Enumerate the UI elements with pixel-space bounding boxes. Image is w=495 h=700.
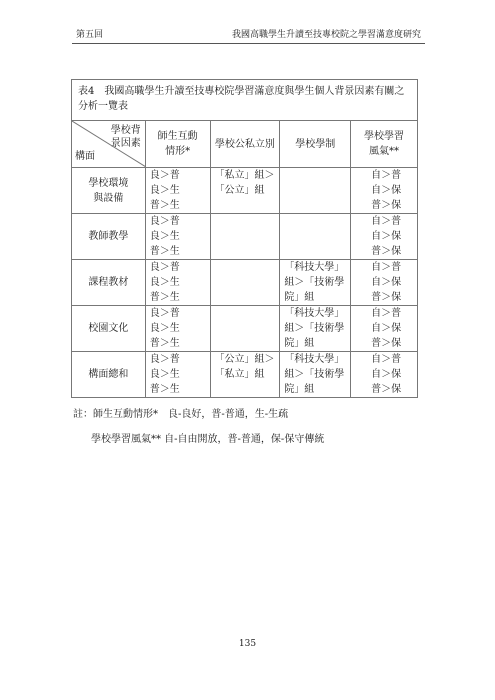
table-cell: 自＞普 自＞保 普＞保 [351,168,418,214]
table-cell: 良＞普 良＞生 普＞生 [145,214,210,260]
col-header-atmosphere: 學校學習 風氣** [351,121,418,168]
diagonal-header-cell [72,121,146,168]
table-cell [210,306,280,352]
table-row [72,352,418,398]
page-number: 135 [238,639,257,649]
table-cell [280,214,351,260]
header-rule [72,43,425,44]
table-cell: 自＞普 自＞保 普＞保 [351,260,418,306]
table-cell: 自＞普 自＞保 普＞保 [351,214,418,260]
table-cell: 「公立」組＞ 「私立」組 [210,352,280,398]
row-label: 構面總和 [72,352,146,398]
row-label: 教師教學 [72,214,146,260]
table-row [72,214,418,260]
diag-bottom-label: 構面 [75,151,95,162]
table-cell: 自＞普 自＞保 普＞保 [351,306,418,352]
table-cell: 自＞普 自＞保 普＞保 [351,352,418,398]
header-right: 我國高職學生升讀至技專校院之學習滿意度研究 [231,30,421,40]
table-note-2: 學校學習風氣** 自-自由開放，普-普通，保-保守傳統 [91,434,325,445]
table-note-1: 註：師生互動情形* 良-良好，普-普通，生-生疏 [73,409,289,420]
analysis-table [71,79,418,398]
col-header-school-system: 學校學制 [280,121,351,168]
table-cell: 「科技大學」 組＞「技術學 院」組 [280,352,351,398]
table-cell: 良＞普 良＞生 普＞生 [145,260,210,306]
row-label: 課程教材 [72,260,146,306]
header-left: 第五回 [76,30,104,40]
table-cell [210,214,280,260]
table-cell: 良＞普 良＞生 普＞生 [145,306,210,352]
table-cell [280,168,351,214]
table-cell: 良＞普 良＞生 普＞生 [145,352,210,398]
col-header-public-private: 學校公私立別 [210,121,280,168]
table-row [72,168,418,214]
row-label: 學校環境 與設備 [72,168,146,214]
table-cell: 「科技大學」 組＞「技術學 院」組 [280,306,351,352]
table-cell: 「科技大學」 組＞「技術學 院」組 [280,260,351,306]
table-cell: 良＞普 良＞生 普＞生 [145,168,210,214]
table-cell [210,260,280,306]
table-row [72,306,418,352]
diag-top-label: 學校背 景因素 [110,125,141,149]
table-row [72,260,418,306]
table-cell: 「私立」組＞ 「公立」組 [210,168,280,214]
row-label: 校園文化 [72,306,146,352]
table-caption: 表4 我國高職學生升讀至技專校院學習滿意度與學生個人背景因素有關之分析一覽表 [72,80,418,121]
col-header-interaction: 師生互動 情形* [145,121,210,168]
